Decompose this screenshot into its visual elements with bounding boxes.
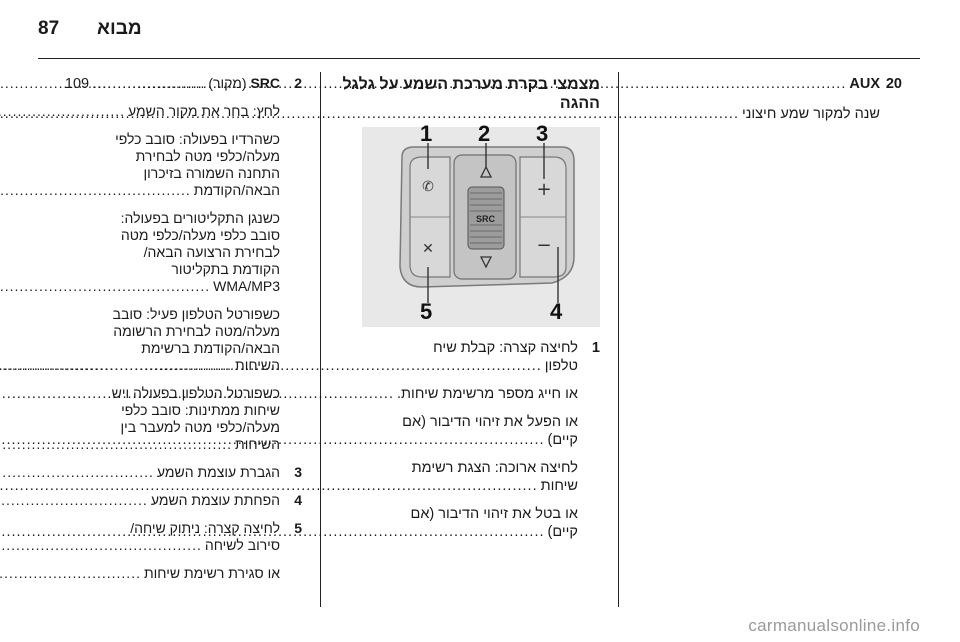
header-rule: [38, 58, 920, 59]
section-title: מצמצי בקרת מערכת השמע על גלגל ההגה: [342, 76, 600, 112]
leader-dots: [0, 436, 232, 453]
entry-page: 109: [64, 76, 90, 92]
entry-text: WMA/MP3: [213, 278, 280, 294]
entry-line: לחיצה קצרה: קבלת שיח: [433, 340, 578, 356]
index-entry: [338, 413, 600, 449]
steering-wheel-controls-figure: [362, 121, 600, 327]
entry-line: כשפורטל הטלפון פעיל: סובב: [112, 306, 280, 322]
entry-line: הקודמת בתקליטור: [171, 261, 280, 277]
page-number: 87: [38, 18, 60, 39]
entry-line: לחיצה ארוכה: הצגת רשימת: [411, 460, 578, 476]
entry-term: AUX: [849, 76, 880, 92]
entry-text: טלפון: [544, 358, 578, 374]
leader-dots: [0, 75, 205, 92]
entry-line: כשהרדיו בפעולה: סובב כלפי: [115, 131, 280, 147]
index-entry: [38, 131, 302, 199]
entry-line: מעלה/כלפי מטה לבחירת: [135, 148, 280, 164]
leader-dots: [0, 278, 210, 295]
entry-text: שיחות: [540, 478, 578, 494]
entry-line: כשפורטל הטלפון בפעולה ויש: [111, 385, 280, 401]
index-entry: [38, 385, 302, 453]
entry-number: 4: [294, 492, 302, 508]
svg-text:+: +: [536, 179, 552, 200]
entry-text: סירוב לשיחה: [204, 537, 280, 553]
index-entry: [338, 459, 600, 495]
left-column: [38, 75, 302, 582]
svg-text:−: −: [536, 235, 552, 256]
entry-line: סובב כלפי מעלה/כלפי מטה: [120, 227, 280, 243]
entry-term: SRC: [250, 75, 280, 91]
index-entry: [38, 306, 302, 374]
index-entry: [38, 464, 302, 481]
callout-1: 1: [420, 121, 433, 146]
svg-text:✆: ✆: [422, 179, 434, 195]
leader-dots: [0, 492, 148, 509]
entry-line: מעלה/מטה לבחירת הרשומה: [113, 323, 280, 339]
entry-text: קיים): [547, 432, 578, 448]
page-title: מבוא: [97, 18, 142, 39]
leader-dots: [0, 537, 202, 554]
index-entry: [338, 505, 600, 541]
entry-line: הבאה/הקודמת ברשימת: [141, 340, 280, 356]
entry-line: או בטל את זיהוי הדיבור (אם: [410, 506, 578, 522]
entry-text: השיחות: [235, 357, 280, 373]
entry-number: 3: [294, 464, 302, 480]
entry-text: קיים): [547, 524, 578, 540]
leader-dots: [0, 182, 191, 199]
entry-text: לחץ: בחר את מקור השמע: [128, 103, 280, 119]
entry-line: התחנה השמורה בזיכרון: [143, 165, 280, 181]
index-entry: [38, 210, 302, 295]
entry-line: כשנגן התקליטורים בפעולה:: [120, 210, 280, 226]
middle-column: [338, 75, 600, 541]
entry-text: הבאה/הקודמת: [193, 182, 280, 198]
index-entry: [636, 105, 902, 123]
svg-text:✕: ✕: [422, 241, 434, 257]
entry-line: מעלה/כלפי מטה למעבר בין: [120, 419, 280, 435]
index-entry: [38, 75, 302, 92]
index-entry: [338, 339, 600, 375]
index-entry: [38, 520, 302, 554]
leader-dots: [0, 464, 154, 481]
index-entry: [38, 492, 302, 509]
entry-text: (מקור): [208, 75, 247, 91]
index-entry: [338, 385, 600, 403]
callout-4: 4: [550, 299, 563, 324]
callout-2: 2: [478, 121, 491, 146]
entry-text: הפחתת עוצמת השמע: [150, 492, 280, 508]
leader-dots: [0, 565, 141, 582]
src-label: SRC: [476, 214, 496, 224]
entry-line: לחיצה קצרה: ניתוק שיחה/: [130, 520, 280, 536]
entry-text: הגברת עוצמת השמע: [156, 464, 280, 480]
entry-text: או סגירת רשימת שיחות: [143, 565, 280, 581]
entry-line: שיחות ממתינות: סובב כלפי: [121, 402, 280, 418]
entry-number: 20: [885, 76, 902, 92]
entry-text: השיחות: [235, 436, 280, 452]
entry-line: או הפעל את זיהוי הדיבור (אם: [402, 414, 578, 430]
column-divider-right: [618, 72, 619, 607]
index-entry: [38, 565, 302, 582]
entry-number: 5: [294, 520, 302, 536]
leader-dots: [0, 103, 125, 120]
entry-line: לבחירת הרצועה הבאה/: [143, 244, 280, 260]
entry-text: או חייג מספר מרשימת שיחות.: [397, 386, 578, 402]
index-entry: [38, 103, 302, 120]
callout-3: 3: [536, 121, 549, 146]
callout-5: 5: [420, 299, 433, 324]
entry-number: 2: [294, 75, 302, 91]
watermark: carmanualsonline.info: [748, 616, 920, 635]
entry-text: שנה למקור שמע חיצוני: [741, 106, 880, 122]
leader-dots: [0, 357, 232, 374]
entry-number: 1: [591, 340, 600, 356]
